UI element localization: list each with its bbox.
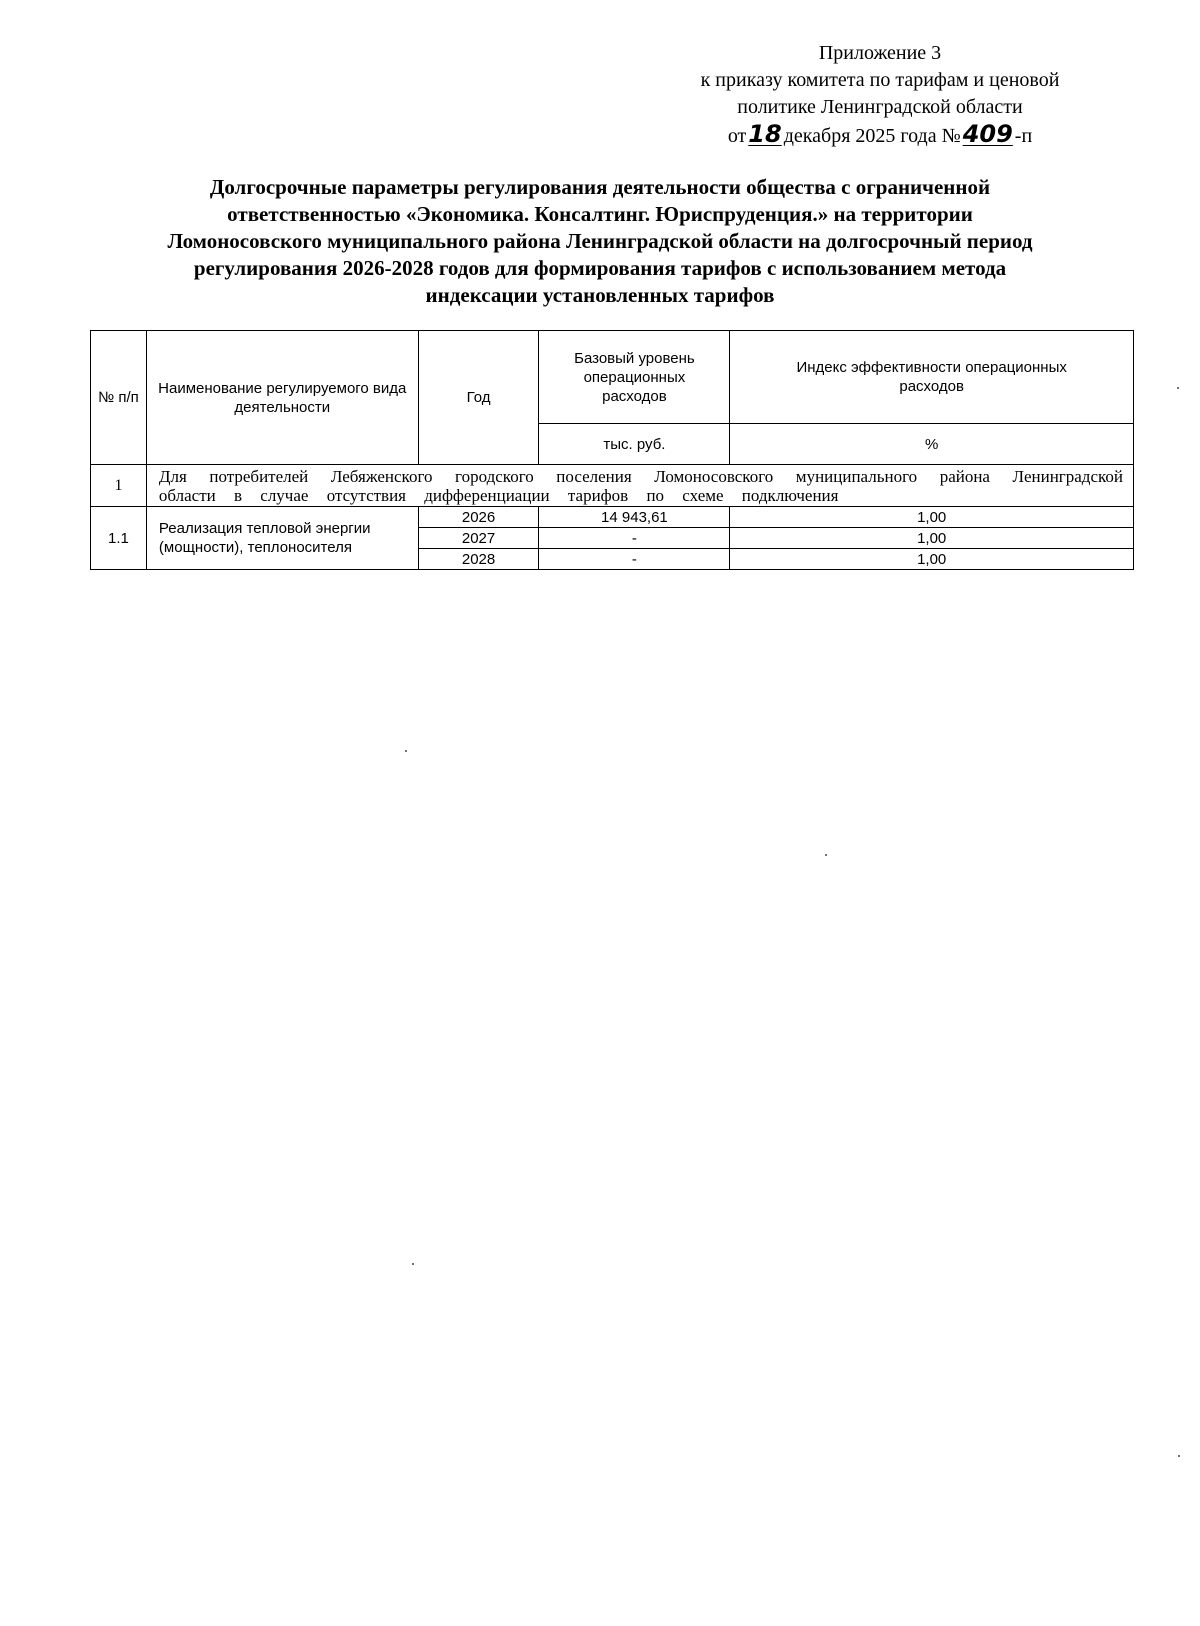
document-title: [100, 174, 1100, 309]
row-year: 2027: [418, 528, 539, 549]
unit-base: тыс. руб.: [539, 424, 730, 465]
header-num: № п/п: [91, 331, 147, 465]
title-line: Ломоносовского муниципального района Ленинградской области на долгосрочный период: [167, 229, 1033, 253]
row-index-value: 1,00: [730, 528, 1134, 549]
row-index-value: 1,00: [730, 549, 1134, 570]
scan-speck: [1178, 1455, 1180, 1457]
group-description: Для потребителей Лебяженского городского поселения Ломоносовского муниципального района Ленинградской области в случае отсутствия дифференциации тарифов по схеме подключения: [146, 465, 1133, 507]
table-header-row: [91, 331, 1134, 424]
table-group-row: [91, 465, 1134, 507]
scan-speck: [1177, 387, 1179, 389]
handwritten-day: 18: [748, 120, 782, 148]
item-activity-name: Реализация тепловой энергии (мощности), теплоносителя: [146, 507, 418, 570]
appendix-order-ref: к приказу комитета по тарифам и ценовой: [700, 69, 1060, 91]
date-middle: декабря 2025 года №: [783, 125, 961, 147]
header-efficiency-index: Индекс эффективности операционных расходов: [730, 331, 1134, 424]
row-base-value: -: [539, 528, 730, 549]
title-line: ответственностью «Экономика. Консалтинг. Юриспруденция.» на территории: [227, 202, 973, 226]
appendix-date-line: [640, 121, 1120, 150]
row-year: 2026: [418, 507, 539, 528]
item-num: 1.1: [91, 507, 147, 570]
row-year: 2028: [418, 549, 539, 570]
row-index-value: 1,00: [730, 507, 1134, 528]
number-suffix: -п: [1014, 125, 1033, 147]
appendix-title: Приложение 3: [818, 42, 942, 64]
scan-speck: [825, 854, 827, 856]
table-row: [91, 507, 1134, 528]
row-base-value: 14 943,61: [539, 507, 730, 528]
header-year: Год: [418, 331, 539, 465]
header-activity-name: Наименование регулируемого вида деятельности: [146, 331, 418, 465]
parameters-table: [90, 330, 1134, 570]
date-prefix: от: [727, 125, 747, 147]
appendix-committee: политике Ленинградской области: [737, 96, 1023, 118]
unit-index: %: [730, 424, 1134, 465]
title-line: Долгосрочные параметры регулирования деятельности общества с ограниченной: [209, 175, 991, 199]
scan-speck: [405, 750, 407, 752]
appendix-header: [640, 40, 1120, 150]
title-line: индексации установленных тарифов: [425, 283, 775, 307]
row-base-value: -: [539, 549, 730, 570]
header-base-level: Базовый уровень операционных расходов: [539, 331, 730, 424]
title-line: регулирования 2026-2028 годов для формирования тарифов с использованием метода: [193, 256, 1007, 280]
scan-speck: [412, 1263, 414, 1265]
handwritten-order-number: 409: [962, 120, 1013, 148]
group-num: 1: [91, 465, 147, 507]
